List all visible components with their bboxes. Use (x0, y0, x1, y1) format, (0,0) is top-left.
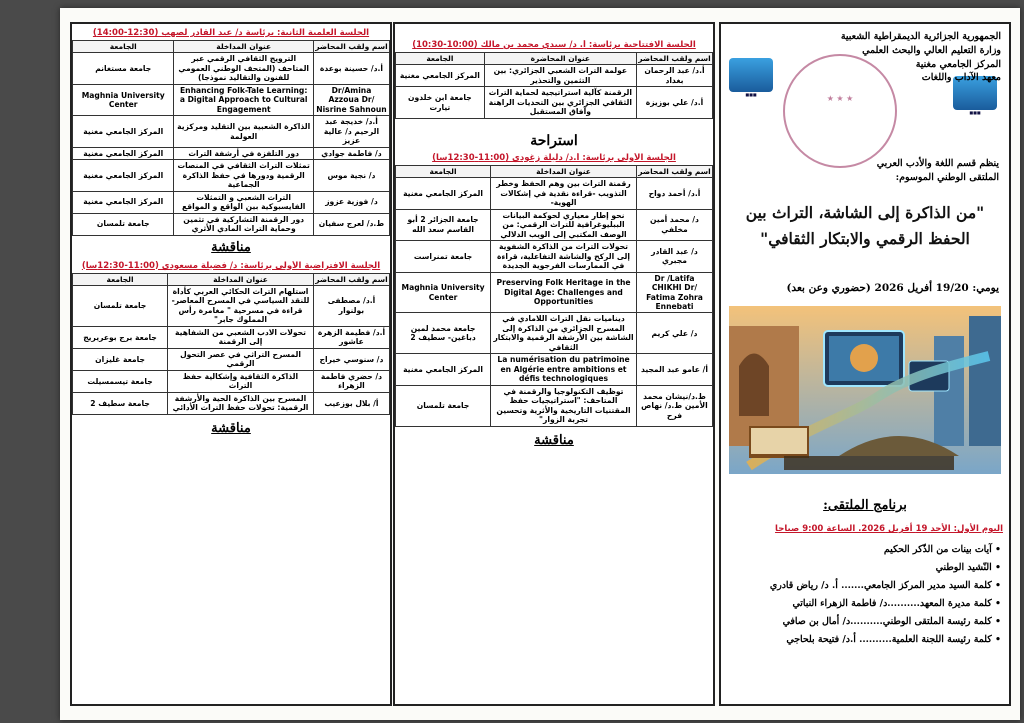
table-row (73, 160, 390, 191)
col-univ: الجامعة (73, 41, 174, 53)
speaker-cell: د/ سنوسي خيراج (313, 348, 389, 370)
discussion-label: مناقشة (211, 239, 251, 255)
session2-heading: الجلسة العلمية الثانية: برئاسة د/ عبد القادر لصهب (12:30-14:00) (92, 28, 370, 38)
title-cell: رقمنة التراث بين وهم الحفظ وخطر التذويب -قراءة نقدية في إشكالات الهوية- (491, 178, 637, 209)
table-row (73, 326, 390, 348)
speaker-cell: أ.د/ عبد الرحمان بغداد (636, 65, 712, 87)
session1-table (395, 165, 713, 427)
university-cell: جامعة تلمسان (396, 385, 491, 426)
university-cell: جامعة تلمسان (73, 213, 174, 235)
col-title: عنوان المحاضرة (484, 53, 636, 65)
title-cell: دور الرقمنة التشاركية في تثمين وحماية التراث المادي الأثري (174, 213, 313, 235)
organizer-block (731, 157, 999, 186)
panel-cover (719, 22, 1011, 706)
table-row (73, 53, 390, 84)
title-cell: تحولات الادب الشعبي من الشفاهية إلى الرقمنة (168, 326, 314, 348)
col-univ: الجامعة (396, 165, 491, 177)
title-cell: الذاكرة الثقافية وإشكالية حفظ التراث (168, 370, 314, 392)
ceremony-item: • النّشيد الوطني (935, 562, 1001, 573)
institution-line: معهد الآداب واللغات (921, 72, 1001, 84)
col-name: اسم ولقب المحاضر (315, 274, 388, 284)
title-cell: المسرح التراثي في عصر التحول الرقمي (168, 348, 314, 370)
conference-title-line1: "من الذاكرة إلى الشاشة، التراث بين (745, 203, 985, 222)
ceremony-item: • كلمة السيد مدير المركز الجامعي....... أ. د/ رياض قادري (769, 580, 1001, 591)
virtual1-rows (73, 285, 390, 414)
heritage-artwork (729, 306, 1001, 474)
title-cell: دور التلفزة في أرشفة التراث (174, 147, 313, 159)
speaker-cell: د/ عبد القادر مجبري (636, 241, 712, 272)
table-row (73, 84, 390, 115)
title-cell: Preserving Folk Heritage in the Digital Age: Challenges and Opportunities (491, 272, 637, 313)
col-title: عنوان المداخلة (491, 165, 637, 177)
panel-opening-session1 (393, 22, 715, 706)
table-row (396, 241, 713, 272)
title-cell: الرقمنة كآلية استراتيجية لحماية التراث الثقافي الجزائري بين التحديات الراهنة وآفاق المستقبل (484, 87, 636, 118)
university-cell: المركز الجامعي مغنية (396, 354, 491, 385)
ceremony-item: • كلمة مديرة المعهد..........د/ فاطمة الزهراء النباتي (792, 598, 1001, 609)
col-univ: الجامعة (396, 53, 485, 65)
session1-heading: الجلسة الأولى برئاسة: أ.د/ دليلة زغودي (11:00-12:30سا) (432, 152, 676, 163)
university-cell: Maghnia University Center (73, 84, 174, 115)
speaker-cell: أ/ بلال بوزعيب (313, 392, 389, 414)
table-row (396, 209, 713, 240)
title-cell: المسرح بين الذاكرة الحية والأرشفة الرقمية: تحولات حفظ التراث الأدائي (168, 392, 314, 414)
table-row (396, 313, 713, 354)
table-row (396, 385, 713, 426)
table-row (396, 178, 713, 209)
speaker-cell: د/ علي كريم (636, 313, 712, 354)
institution-header (781, 30, 1001, 85)
conference-label: الملتقى الوطني الموسوم: (895, 172, 999, 184)
institution-line: الجمهورية الجزائرية الديمقراطية الشعبية (840, 31, 1001, 42)
institution-line: المركز الجامعي مغنية (915, 58, 1001, 70)
speaker-cell: Dr/Amina Azzoua Dr/ Nisrine Sahnoun (313, 84, 389, 115)
speaker-cell: أ.د/ مصطفى بولنوار (313, 285, 389, 326)
university-cell: المركز الجامعي مغنية (73, 191, 174, 213)
university-cell: جامعة تلمسان (73, 285, 168, 326)
title-cell: La numérisation du patrimoine en Algérie entre ambitions et défis technologiques (491, 354, 637, 385)
title-cell: عولمة التراث الشعبي الجزائري: بين التثمين والتحذير (484, 65, 636, 87)
session1-rows (396, 178, 713, 427)
session2-rows (73, 53, 390, 235)
university-cell: المركز الجامعي مغنية (73, 116, 174, 147)
speaker-cell: د/ نجية موس (313, 160, 389, 191)
virtual1-table (72, 273, 390, 415)
table-row (73, 116, 390, 147)
col-univ: الجامعة (73, 273, 168, 285)
opening-heading: الجلسة الافتتاحية برئاسة: أ. د/ سيدي محمد بن مالك (10:00-10:30) (412, 40, 696, 50)
discussion-label: مناقشة (211, 420, 251, 436)
speaker-cell: د/ فوزية عزوز (313, 191, 389, 213)
panel-session2-virtual (70, 22, 392, 706)
day1-heading: اليوم الأول: الأحد 19 أفريل 2026. الساعة 9:00 صباحا (775, 524, 1003, 534)
speaker-cell: أ.د/ خديجة عبد الرحيم د/ عالية عزيز (313, 116, 389, 147)
opening-table (395, 52, 713, 119)
university-logo-left: ■■■ (729, 58, 773, 102)
speaker-cell: أ.د/ علي بوزيزة (636, 87, 712, 118)
university-cell: المركز الجامعي مغنية (396, 65, 485, 87)
table-row (73, 370, 390, 392)
university-cell: جامعة سطيف 2 (73, 392, 168, 414)
university-cell: المركز الجامعي مغنية (73, 147, 174, 159)
title-cell: تحولات التراث من الذاكرة الشفوية إلى الركح والشاشة التفاعلية، قراءة في الممارسات الفرجوية الجديدة (491, 241, 637, 272)
ceremony-item: • كلمة رئيسة الملتقى الوطني..........د/ أمال بن صافي (782, 616, 1001, 627)
title-cell: Enhancing Folk-Tale Learning: a Digital Approach to Cultural Engagement (174, 84, 313, 115)
university-cell: جامعة محمد لمين دباغين- سطيف 2 (396, 313, 491, 354)
table-row (396, 87, 713, 118)
university-cell: جامعة تمنراست (396, 241, 491, 272)
university-cell: Maghnia University Center (396, 272, 491, 313)
break-label: استراحة (530, 132, 578, 149)
title-cell: ديناميات نقل التراث اللامادي في المسرح الجزائري من الذاكرة إلى الشاشة بين الأرشفة الرقمية والابتكار الثقافي (491, 313, 637, 354)
opening-ceremony-list (727, 544, 1001, 652)
title-cell: الترويج الثقافي الرقمي عبر المتاحف (المتحف الوطني العمومي للفنون والتقاليد نموذجا) (174, 53, 313, 84)
university-cell: جامعة غليزان (73, 348, 168, 370)
speaker-cell: ط.د/ لعرج سفيان (313, 213, 389, 235)
speaker-cell: Dr /Latifa CHIKHI Dr/ Fatima Zohra Ennebati (636, 272, 712, 313)
session2-table (72, 40, 390, 236)
table-row (396, 354, 713, 385)
conference-title-line2: الحفظ الرقمي والابتكار الثقافي" (760, 228, 970, 248)
university-logo-right: ■■■ (953, 76, 997, 120)
speaker-cell: أ.د/ فطيمة الزهرة عاشور (313, 326, 389, 348)
institution-line: وزارة التعليم العالي والبحث العلمي (862, 44, 1001, 56)
stamp-text: ★ ★ ★ (826, 94, 854, 103)
university-cell: المركز الجامعي مغنية (73, 160, 174, 191)
speaker-cell: د/ حضري فاطمة الزهراء (313, 370, 389, 392)
opening-rows (396, 65, 713, 118)
university-cell: المركز الجامعي مغنية (396, 178, 491, 209)
university-cell: جامعة الجزائر 2 أبو القاسم سعد الله (396, 209, 491, 240)
table-row (73, 348, 390, 370)
table-row (73, 285, 390, 326)
ceremony-item: • آيات بينات من الذّكر الحكيم (883, 544, 1001, 555)
university-cell: جامعة برج بوعريريج (73, 326, 168, 348)
table-row (396, 272, 713, 313)
university-cell: جامعة ابن خلدون تيارت (396, 87, 485, 118)
speaker-cell: أ.د/ أحمد دواح (636, 178, 712, 209)
conference-title (727, 200, 1003, 251)
col-name: اسم ولقب المحاضر (638, 166, 711, 176)
table-row (73, 392, 390, 414)
table-row (396, 65, 713, 87)
discussion-label: مناقشة (534, 432, 574, 448)
table-row (73, 191, 390, 213)
virtual1-heading: الجلسة الافتراضية الأولى برئاسة: د/ فضيلة مسعودي (11:00-12:30سا) (81, 260, 381, 271)
university-cell: جامعة تيسمسيلت (73, 370, 168, 392)
program-title: برنامج الملتقى: (823, 498, 907, 513)
title-cell: استلهام التراث الحكائي العربي كأداة للنقد السياسي في المسرح المعاصر-قراءة في مسرحية " مغامرة رأس المملوك جابر" (168, 285, 314, 326)
table-row (73, 213, 390, 235)
title-cell: تمثلات التراث الثقافي في المنصات الرقمية ودورها في حفظ الذاكرة الجماعية (174, 160, 313, 191)
title-cell: التراث الشعبي و التمثلات الفايسبوكية بين الواقع و المواقع (174, 191, 313, 213)
col-title: عنوان المداخلة (174, 41, 313, 53)
speaker-cell: د/ محمد أمين مخلفي (636, 209, 712, 240)
speaker-cell: أ/ عامو عبد المجيد (636, 354, 712, 385)
program-sheet (60, 8, 1020, 720)
speaker-cell: أ.د/ حسينة بوعدة (313, 53, 389, 84)
table-row (73, 147, 390, 159)
conference-dates: يومي: 19/20 أفريل 2026 (حضوري وعن بعد) (786, 282, 999, 294)
speaker-cell: د/ فاطمة جوادي (313, 147, 389, 159)
ceremony-item: • كلمة رئيسة اللجنة العلمية.......... أ.د/ فتيحة بلحاجي (786, 634, 1001, 645)
title-cell: توظيف التكنولوجيا والرقمنة في المتاحف: "استراتيجيات حفظ المقتنيات التاريخية والأثرية وتحسين تجربة الزوار" (491, 385, 637, 426)
university-cell: جامعة مستغانم (73, 53, 174, 84)
title-cell: نحو إطار معياري لحوكمة البيانات الببليوغرافية للتراث الرقمي: من الوصف المكتبي إلى الويب الدلالي (491, 209, 637, 240)
col-title: عنوان المداخلة (168, 273, 314, 285)
organizer-text: ينظم قسم اللغة والأدب العربي (876, 158, 999, 169)
col-name: اسم ولقب المحاضر (638, 54, 711, 63)
title-cell: الذاكرة الشعبية بين التقليد ومركزية العولمة (174, 116, 313, 147)
col-name: اسم ولقب المحاضر (315, 42, 388, 51)
speaker-cell: ط.د/نيشان محمد الأمين ط.د/ نهاص فرح (636, 385, 712, 426)
